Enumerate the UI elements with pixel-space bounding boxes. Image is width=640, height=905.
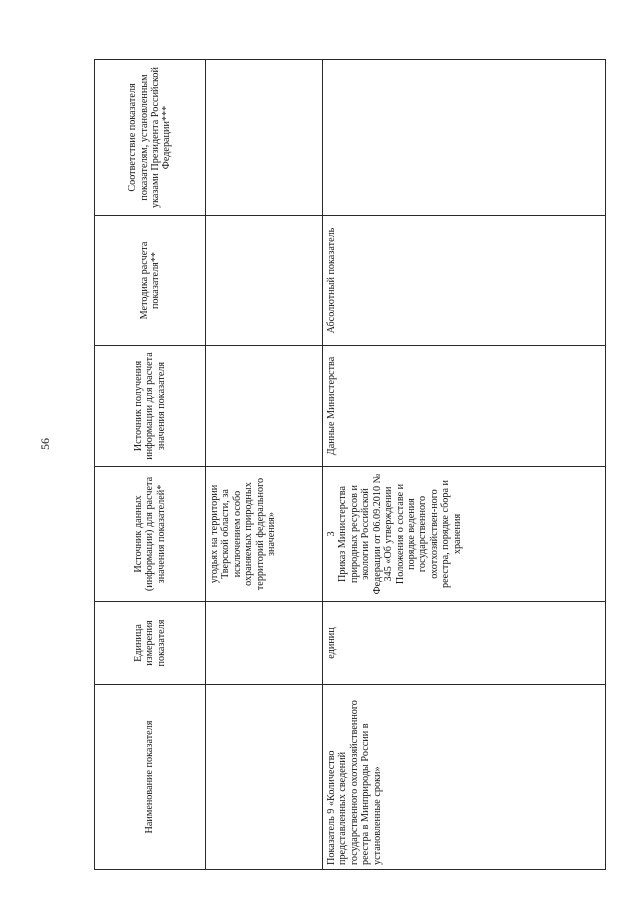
header-data-source: Источник данных (информации) для расчета значения показателей* (95, 467, 206, 602)
cell-method (206, 216, 323, 346)
header-method: Методика расчета показателя** (95, 216, 206, 346)
page-number: 56 (38, 438, 52, 450)
cell-info-source (206, 346, 323, 467)
cell-data-source: угодьях на территории Тверской области, за исключением особо охраняемых природных территорий федерального значения» (206, 467, 323, 602)
header-info-source: Источник получения информации для расчета значения показателя (95, 346, 206, 467)
header-unit: Единица измерения показателя (95, 602, 206, 685)
table-row (206, 60, 323, 870)
table-header-row (95, 60, 206, 870)
table-row (323, 60, 606, 870)
header-compliance: Соответствие показателя показателям, установленным указами Президента Российской Федерации*** (95, 60, 206, 216)
cell-unit: единиц (323, 602, 606, 685)
indicators-table (94, 59, 606, 870)
header-indicator-name: Наименование показателя (95, 685, 206, 870)
cell-compliance (323, 60, 606, 216)
cell-data-source: 3 Приказ Министерства природных ресурсов и экологии Российской Федерации от 06.09.2010 № 345 «Об утверждении Положения о составе и порядке ведения государственного охотхозяйствен-ного реестра, порядке сбора и хранения (323, 467, 606, 602)
cell-info-source: Данные Министерства (323, 346, 606, 467)
cell-method: Абсолютный показатель (323, 216, 606, 346)
cell-indicator-name (206, 685, 323, 870)
rotated-table-container (94, 60, 606, 870)
cell-indicator-name: Показатель 9 «Количество представленных сведений государственного охотхозяйственного реестра в Минприроды России в установленные сроки» (323, 685, 606, 870)
cell-unit (206, 602, 323, 685)
cell-compliance (206, 60, 323, 216)
